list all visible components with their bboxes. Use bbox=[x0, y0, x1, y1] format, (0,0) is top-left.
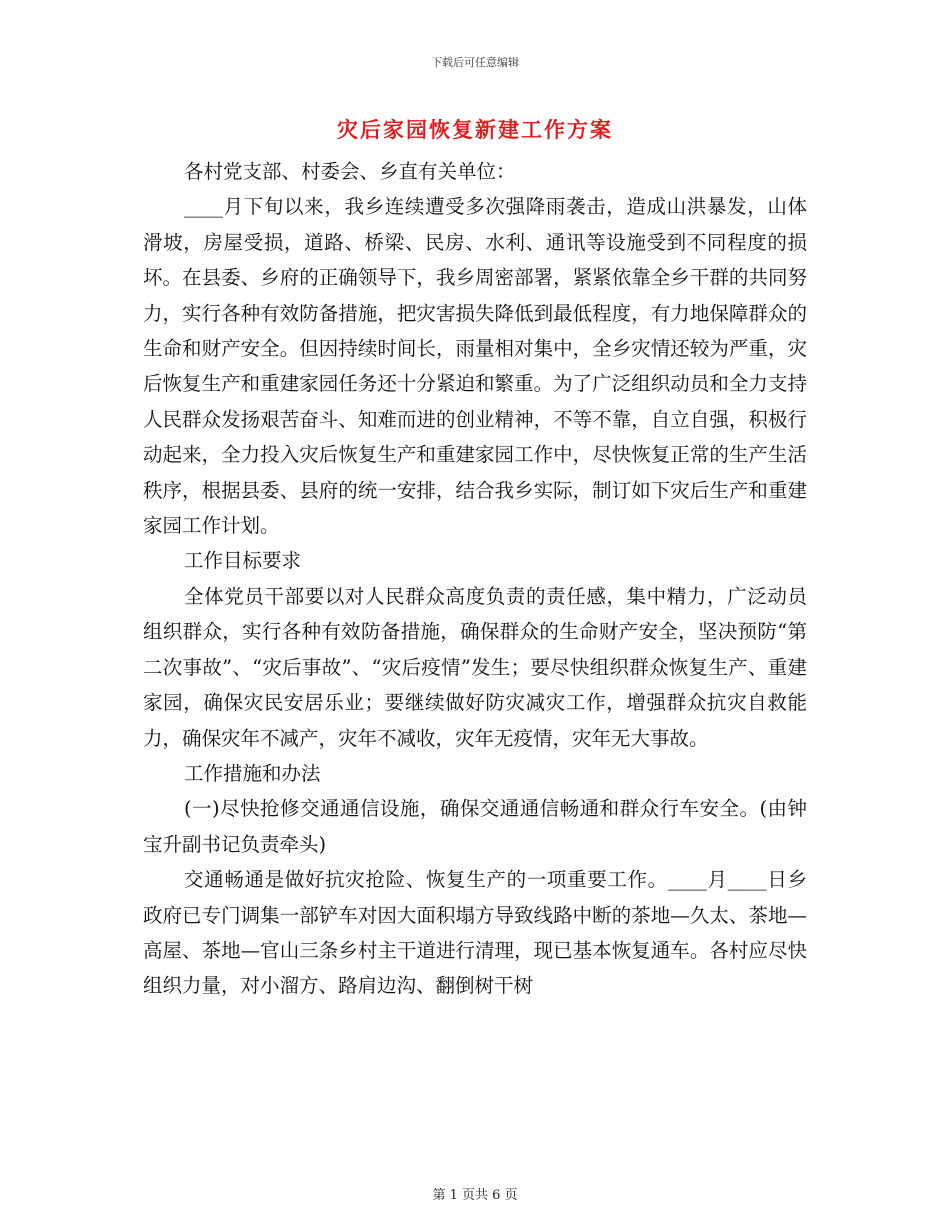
page-header: 下载后可任意编辑 bbox=[431, 56, 519, 69]
paragraph-traffic: 交通畅通是做好抗灾抢险、恢复生产的一项重要工作。____月____日乡政府已专门调集一部铲车对因大面积塌方导致线路中断的茶地—久太、茶地—高屋、茶地—官山三条乡村主干道进行清理，现已基本恢复通车。各村应尽快组织力量，对小溜方、路肩边沟、翻倒树干树 bbox=[143, 868, 807, 998]
paragraph-salutation: 各村党支部、村委会、乡直有关单位： bbox=[184, 160, 516, 183]
section-heading-measures: 工作措施和办法 bbox=[184, 761, 321, 785]
section-heading-goals: 工作目标要求 bbox=[184, 549, 302, 573]
paragraph-background: ____月下旬以来，我乡连续遭受多次强降雨袭击，造成山洪暴发，山体滑坡，房屋受损，道路、桥梁、民房、水利、通讯等设施受到不同程度的损坏。在县委、乡府的正确领导下，我乡周密部署，紧紧依靠全乡干群的共同努力，实行各种有效防备措施，把灾害损失降低到最低程度，有力地保障群众的生命和财产安全。但因持续时间长，雨量相对集中，全乡灾情还较为严重，灾后恢复生产和重建家园任务还十分紧迫和繁重。为了广泛组织动员和全力支持人民群众发扬艰苦奋斗、知难而进的创业精神，不等不靠，自立自强，积极行动起来，全力投入灾后恢复生产和重建家园工作中，尽快恢复正常的生产生活秩序，根据县委、县府的统一安排，结合我乡实际，制订如下灾后生产和重建家园工作计划。 bbox=[143, 195, 807, 538]
document-title: 灾后家园恢复新建工作方案 bbox=[337, 117, 613, 142]
paragraph-measure-one: (一)尽快抢修交通通信设施，确保交通通信畅通和群众行车安全。(由钟宝升副书记负责牵头) bbox=[143, 797, 807, 856]
document-body bbox=[143, 154, 807, 1004]
paragraph-goals: 全体党员干部要以对人民群众高度负责的责任感，集中精力，广泛动员组织群众，实行各种有效防备措施，确保群众的生命财产安全，坚决预防“第二次事故”、“灾后事故”、“灾后疫情”发生；要尽快组织群众恢复生产、重建家园，确保灾民安居乐业；要继续做好防灾减灾工作，增强群众抗灾自救能力，确保灾年不减产，灾年不减收，灾年无疫情，灾年无大事故。 bbox=[143, 584, 807, 750]
page-footer: 第 1 页共 6 页 bbox=[432, 1188, 518, 1203]
